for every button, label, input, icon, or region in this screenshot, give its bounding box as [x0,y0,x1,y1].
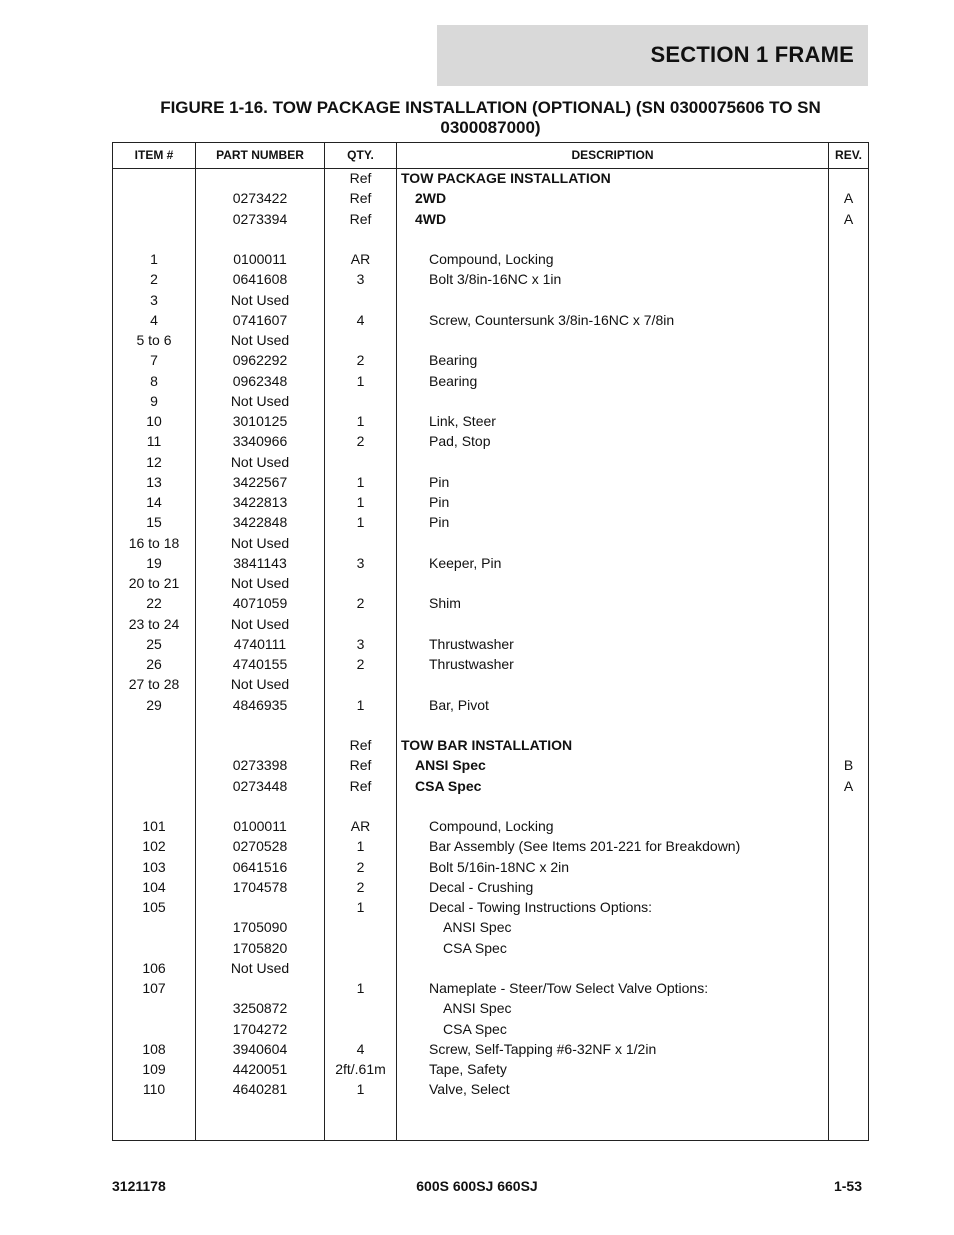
table-row [113,452,868,472]
item-cell: 105 [142,899,166,915]
part-number-cell: 4071059 [232,595,288,612]
qty-cell: Ref [349,190,372,207]
table-row [113,310,868,330]
part-number-cell: 4740111 [233,635,287,652]
description-cell: Bearing [429,352,478,369]
part-number-cell: Not Used [230,453,290,470]
table-row [113,735,868,755]
description-cell: Thrustwasher [429,656,514,672]
qty-cell: 2 [356,595,365,612]
item-cell: 19 [146,554,162,571]
table-row [113,614,868,634]
table-row [113,593,868,613]
item-cell: 27 to 28 [128,676,180,693]
qty-cell: 1 [356,1081,365,1098]
description-cell: TOW PACKAGE INSTALLATION [401,170,611,186]
qty-cell: Ref [349,757,372,774]
part-number-cell: 1705820 [232,939,288,956]
table-row [113,249,868,269]
header-description: DESCRIPTION [571,148,654,162]
description-cell: Pin [429,494,450,510]
qty-cell: 1 [356,473,365,490]
description-cell: Compound, Locking [429,251,554,267]
qty-cell: 3 [356,271,365,288]
item-cell: 15 [146,514,162,531]
qty-cell: Ref [349,210,372,227]
description-cell: Pin [429,514,450,531]
part-number-cell: 3940604 [232,1040,288,1057]
table-row [113,776,868,796]
description-cell: CSA Spec [443,1020,507,1037]
qty-cell: 1 [356,980,365,996]
table-row [113,229,868,249]
description-cell: Bolt 5/16in-18NC x 2in [429,858,570,875]
part-number-cell: 0962348 [232,372,288,389]
rev-cell: B [843,757,854,774]
qty-cell: 2 [356,656,365,672]
item-cell: 12 [146,453,162,470]
description-cell: Bolt 3/8in-16NC x 1in [429,271,562,288]
item-cell: 7 [150,352,158,369]
part-number-cell: 0100011 [233,818,287,834]
item-cell: 25 [146,635,162,652]
header-rev: REV. [835,148,862,162]
description-cell: Bearing [429,372,478,389]
qty-cell: 1 [356,413,365,429]
part-number-cell: 1704578 [232,878,288,895]
part-number-cell: 0273394 [232,210,288,227]
description-cell: 2WD [415,190,447,207]
table-row [113,836,868,856]
item-cell: 10 [146,413,162,429]
item-cell: 110 [142,1081,166,1098]
table-row [113,877,868,897]
table-row [113,1019,868,1039]
description-cell: Thrustwasher [429,635,514,652]
footer-doc-number: 3121178 [112,1178,166,1194]
rev-cell: A [843,210,854,227]
item-cell: 16 to 18 [128,534,180,551]
part-number-cell: 3841143 [233,554,287,571]
table-row [113,715,868,735]
item-cell: 20 to 21 [128,575,180,591]
item-cell: 108 [142,1040,166,1057]
description-cell: TOW BAR INSTALLATION [401,737,573,753]
description-cell: Valve, Select [429,1081,510,1098]
item-cell: 107 [142,980,166,996]
qty-cell: 2 [356,858,365,875]
part-number-cell: 1705090 [232,919,288,936]
description-cell: 4WD [415,210,447,227]
qty-cell: 1 [356,838,365,855]
table-row [113,371,868,391]
table-row [113,634,868,654]
table-row [113,938,868,958]
description-cell: Keeper, Pin [429,554,502,571]
part-number-cell: Not Used [230,392,290,409]
table-row [113,512,868,532]
table-row [113,1079,868,1099]
table-row [113,472,868,492]
part-number-cell: 1704272 [232,1020,288,1037]
qty-cell: 1 [356,494,365,510]
description-cell: Pin [429,473,450,490]
item-cell: 11 [146,433,162,450]
part-number-cell: Not Used [230,959,290,976]
part-number-cell: 0100011 [233,251,287,267]
rev-cell: A [843,190,854,207]
description-cell: ANSI Spec [443,919,512,936]
table-row [113,755,868,775]
section-title: SECTION 1 FRAME [650,42,854,67]
description-cell: Shim [429,595,461,612]
qty-cell: 4 [356,1040,365,1057]
part-number-cell: 0270528 [232,838,288,855]
part-number-cell: 3422567 [232,473,288,490]
qty-cell: 1 [356,696,365,713]
table-row [113,857,868,877]
part-number-cell: 4640281 [232,1081,288,1098]
part-number-cell: 0741607 [232,311,288,328]
table-row [113,1059,868,1079]
description-cell: Bar Assembly (See Items 201-221 for Breakdown) [429,838,741,855]
item-cell: 22 [146,595,162,612]
section-header [437,25,868,86]
item-cell: 9 [150,392,158,409]
item-cell: 3 [150,291,158,308]
table-row [113,188,868,208]
footer-models: 600S 600SJ 660SJ [416,1178,538,1194]
description-cell: CSA Spec [443,939,507,956]
rev-cell: A [843,777,854,794]
table-row [113,674,868,694]
header-part-number: PART NUMBER [216,148,304,162]
part-number-cell: 0641516 [232,858,288,875]
qty-cell: 2ft/.61m [335,1061,386,1077]
description-cell: Link, Steer [429,413,496,429]
description-cell: Screw, Self-Tapping #6-32NF x 1/2in [429,1040,657,1057]
part-number-cell: 4420051 [232,1061,288,1077]
qty-cell: AR [350,818,371,834]
table-row [113,1039,868,1059]
table-row [113,168,868,188]
description-cell: Pad, Stop [429,433,491,450]
table-row [113,897,868,917]
item-cell: 26 [146,656,162,672]
item-cell: 23 to 24 [128,615,180,632]
item-cell: 2 [150,271,158,288]
item-cell: 106 [142,959,166,976]
part-number-cell: Not Used [230,575,290,591]
description-cell: ANSI Spec [443,1000,512,1017]
part-number-cell: 4740155 [232,656,288,672]
part-number-cell: 4846935 [232,696,288,713]
part-number-cell: 3250872 [232,1000,288,1017]
part-number-cell: 3010125 [232,413,288,429]
table-row [113,492,868,512]
qty-cell: 1 [356,514,365,531]
qty-cell: 1 [356,899,365,915]
qty-cell: 3 [356,635,365,652]
table-row [113,654,868,674]
part-number-cell: 0273448 [232,777,288,794]
part-number-cell: 0273398 [232,757,288,774]
part-number-cell: 3422813 [232,494,288,510]
header-item: ITEM # [134,148,174,162]
table-row [113,553,868,573]
table-row [113,411,868,431]
description-cell: CSA Spec [415,777,482,794]
header-qty: QTY. [347,148,374,162]
item-cell: 5 to 6 [136,332,172,348]
qty-cell: 2 [356,878,365,895]
figure-title: FIGURE 1-16. TOW PACKAGE INSTALLATION (OPTIONAL) (SN 0300075606 TO SN 0300087000) [160,98,821,137]
item-cell: 8 [150,372,158,389]
item-cell: 102 [142,838,166,855]
item-cell: 13 [146,473,162,490]
table-row [113,330,868,350]
part-number-cell: 0962292 [232,352,288,369]
description-cell: Bar, Pivot [429,696,489,713]
qty-cell: Ref [349,777,372,794]
item-cell: 4 [150,311,158,328]
description-cell: Nameplate - Steer/Tow Select Valve Options: [429,980,709,996]
qty-cell: AR [350,251,371,267]
qty-cell: Ref [349,170,372,186]
description-cell: ANSI Spec [415,757,486,774]
table-row [113,391,868,411]
table-row [113,269,868,289]
description-cell: Screw, Countersunk 3/8in-16NC x 7/8in [429,311,675,328]
part-number-cell: Not Used [230,615,290,632]
part-number-cell: Not Used [230,534,290,551]
footer-page-number: 1-53 [833,1178,862,1194]
part-number-cell: 0273422 [232,190,288,207]
table-row [113,917,868,937]
qty-cell: 2 [356,352,365,369]
table-row [113,350,868,370]
parts-table [112,142,869,1141]
qty-cell: Ref [349,737,372,753]
qty-cell: 1 [356,372,365,389]
item-cell: 1 [150,251,158,267]
item-cell: 109 [142,1061,166,1077]
table-row [113,978,868,998]
description-cell: Compound, Locking [429,818,554,834]
part-number-cell: Not Used [230,332,290,348]
part-number-cell: Not Used [230,291,290,308]
table-row [113,816,868,836]
table-row [113,958,868,978]
item-cell: 29 [146,696,162,713]
description-cell: Decal - Crushing [429,878,534,895]
part-number-cell: 3422848 [232,514,288,531]
table-row [113,431,868,451]
item-cell: 14 [146,494,162,510]
part-number-cell: 3340966 [232,433,288,450]
qty-cell: 4 [356,311,365,328]
qty-cell: 3 [356,554,365,571]
table-row [113,796,868,816]
item-cell: 101 [142,818,166,834]
part-number-cell: Not Used [230,676,290,693]
table-row [113,209,868,229]
item-cell: 104 [142,878,166,895]
item-cell: 103 [142,858,166,875]
table-row [113,573,868,593]
qty-cell: 2 [356,433,365,450]
table-row [113,290,868,310]
table-row [113,998,868,1018]
part-number-cell: 0641608 [232,271,288,288]
description-cell: Decal - Towing Instructions Options: [429,899,653,915]
table-row [113,533,868,553]
description-cell: Tape, Safety [429,1061,507,1077]
table-row [113,695,868,715]
